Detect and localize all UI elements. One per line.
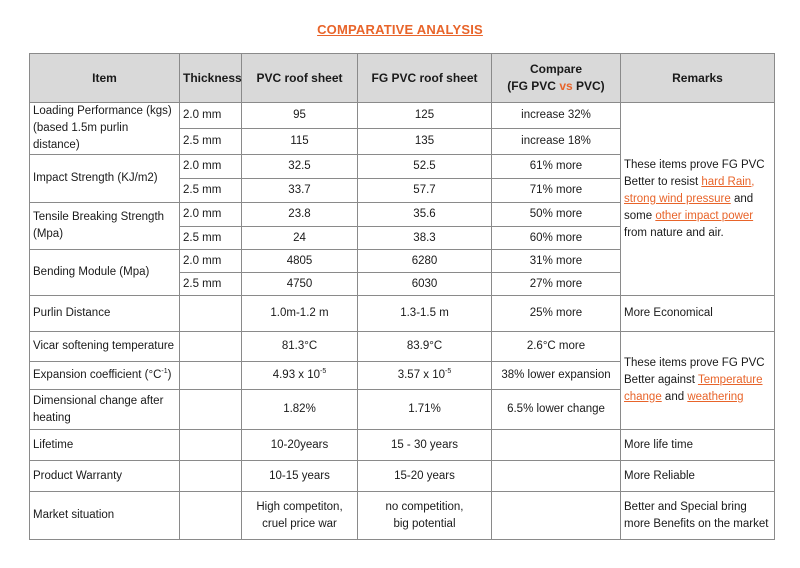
pvc-cell: 1.82% [242, 390, 358, 430]
pvc-cell: 32.5 [242, 155, 358, 179]
pvc-cell: 10-15 years [242, 461, 358, 492]
table-row [30, 492, 775, 540]
thickness-cell [180, 296, 242, 332]
header-compare-vs: vs [559, 79, 573, 93]
thickness-cell [180, 461, 242, 492]
pvc-cell: 95 [242, 103, 358, 129]
compare-cell [492, 461, 621, 492]
fgpvc-cell: 83.9°C [358, 332, 492, 362]
item-cell: Impact Strength (KJ/m2) [30, 155, 180, 203]
remark1-text-1: These items prove FG PVC Better to resist [624, 158, 765, 188]
header-thickness: Thickness [180, 54, 242, 103]
pvc-cell: 1.0m-1.2 m [242, 296, 358, 332]
thickness-cell [180, 332, 242, 362]
item-cell: Product Warranty [30, 461, 180, 492]
remark-cell: More Reliable [621, 461, 775, 492]
expansion-fgpvc-exp: -5 [445, 368, 452, 376]
expansion-item-sup: -1 [161, 368, 168, 376]
fgpvc-cell: 35.6 [358, 203, 492, 227]
compare-cell: 27% more [492, 273, 621, 296]
expansion-item-close: ) [167, 369, 172, 381]
market-pvc-line1: High competiton, [256, 500, 343, 513]
pvc-cell: 10-20years [242, 430, 358, 461]
item-cell: Bending Module (Mpa) [30, 250, 180, 296]
compare-cell: 38% lower expansion [492, 362, 621, 390]
remark1-highlight-2: other impact power [655, 209, 754, 222]
expansion-pvc-base: 4.93 x 10 [272, 369, 321, 381]
compare-cell: 50% more [492, 203, 621, 227]
thickness-cell: 2.0 mm [180, 155, 242, 179]
header-compare-line1: Compare [529, 62, 582, 76]
remark1-text-3: from nature and air. [624, 226, 724, 239]
pvc-cell: 4805 [242, 250, 358, 273]
compare-cell [492, 430, 621, 461]
remark2-text-2: and [661, 391, 688, 403]
fgpvc-cell: 6280 [358, 250, 492, 273]
compare-cell: 60% more [492, 227, 621, 250]
thickness-cell: 2.5 mm [180, 179, 242, 203]
pvc-cell: 115 [242, 129, 358, 155]
remark-cell: More Economical [621, 296, 775, 332]
fgpvc-cell: 6030 [358, 273, 492, 296]
header-compare-close: PVC) [572, 79, 605, 93]
compare-cell [492, 492, 621, 540]
market-pvc-line2: cruel price war [262, 517, 337, 530]
pvc-cell: 81.3°C [242, 332, 358, 362]
item-cell: Tensile Breaking Strength (Mpa) [30, 203, 180, 250]
fgpvc-cell: 1.3-1.5 m [358, 296, 492, 332]
header-pvc: PVC roof sheet [242, 54, 358, 103]
remark-cell-1 [621, 103, 775, 296]
thickness-cell: 2.0 mm [180, 203, 242, 227]
item-cell [30, 362, 180, 390]
fgpvc-cell: 1.71% [358, 390, 492, 430]
remark1-highlight-1: hard Rain, strong wind pressure [624, 175, 755, 205]
compare-cell: increase 32% [492, 103, 621, 129]
item-cell: Lifetime [30, 430, 180, 461]
remark1-text-2: and some [624, 192, 754, 222]
fgpvc-cell: 15-20 years [358, 461, 492, 492]
fgpvc-cell [358, 492, 492, 540]
comparison-table [29, 53, 775, 540]
thickness-cell: 2.0 mm [180, 250, 242, 273]
fgpvc-cell: 125 [358, 103, 492, 129]
pvc-cell [242, 362, 358, 390]
fgpvc-cell: 38.3 [358, 227, 492, 250]
remark2-highlight-2: weathering [687, 391, 744, 403]
header-item: Item [30, 54, 180, 103]
compare-cell: 71% more [492, 179, 621, 203]
fgpvc-cell: 135 [358, 129, 492, 155]
item-cell: Purlin Distance [30, 296, 180, 332]
remark-cell-2 [621, 332, 775, 430]
market-fgpvc-line1: no competition, [385, 500, 464, 513]
pvc-cell: 4750 [242, 273, 358, 296]
thickness-cell: 2.0 mm [180, 103, 242, 129]
header-row [30, 54, 775, 103]
table-row [30, 296, 775, 332]
fgpvc-cell [358, 362, 492, 390]
pvc-cell: 23.8 [242, 203, 358, 227]
thickness-cell [180, 492, 242, 540]
pvc-cell: 33.7 [242, 179, 358, 203]
table-row [30, 103, 775, 129]
remark-cell: More life time [621, 430, 775, 461]
compare-cell: 2.6°C more [492, 332, 621, 362]
expansion-fgpvc-base: 3.57 x 10 [397, 369, 446, 381]
compare-cell: 6.5% lower change [492, 390, 621, 430]
header-remarks: Remarks [621, 54, 775, 103]
market-fgpvc-line2: big potential [393, 517, 456, 530]
header-compare-open: (FG PVC [507, 79, 560, 93]
expansion-item-text: Expansion coefficient (°C [33, 369, 162, 381]
compare-cell: 61% more [492, 155, 621, 179]
remark-cell: Better and Special bring more Benefits on the market [621, 492, 775, 540]
table-row [30, 430, 775, 461]
thickness-cell [180, 362, 242, 390]
item-cell: Market situation [30, 492, 180, 540]
thickness-cell [180, 430, 242, 461]
compare-cell: increase 18% [492, 129, 621, 155]
expansion-pvc-exp: -5 [320, 368, 327, 376]
fgpvc-cell: 52.5 [358, 155, 492, 179]
header-compare [492, 54, 621, 103]
thickness-cell: 2.5 mm [180, 129, 242, 155]
page-title: COMPARATIVE ANALYSIS [317, 22, 483, 37]
thickness-cell [180, 390, 242, 430]
item-cell: Loading Performance (kgs) (based 1.5m purlin distance) [30, 103, 180, 155]
remark2-highlight-1: Temperature change [624, 374, 763, 403]
pvc-cell [242, 492, 358, 540]
item-cell: Dimensional change after heating [30, 390, 180, 430]
thickness-cell: 2.5 mm [180, 227, 242, 250]
remark2-text-1: These items prove FG PVC Better against [624, 357, 765, 386]
table-row [30, 461, 775, 492]
compare-cell: 25% more [492, 296, 621, 332]
fgpvc-cell: 57.7 [358, 179, 492, 203]
header-fgpvc: FG PVC roof sheet [358, 54, 492, 103]
fgpvc-cell: 15 - 30 years [358, 430, 492, 461]
pvc-cell: 24 [242, 227, 358, 250]
table-row [30, 332, 775, 362]
thickness-cell: 2.5 mm [180, 273, 242, 296]
compare-cell: 31% more [492, 250, 621, 273]
item-cell: Vicar softening temperature [30, 332, 180, 362]
